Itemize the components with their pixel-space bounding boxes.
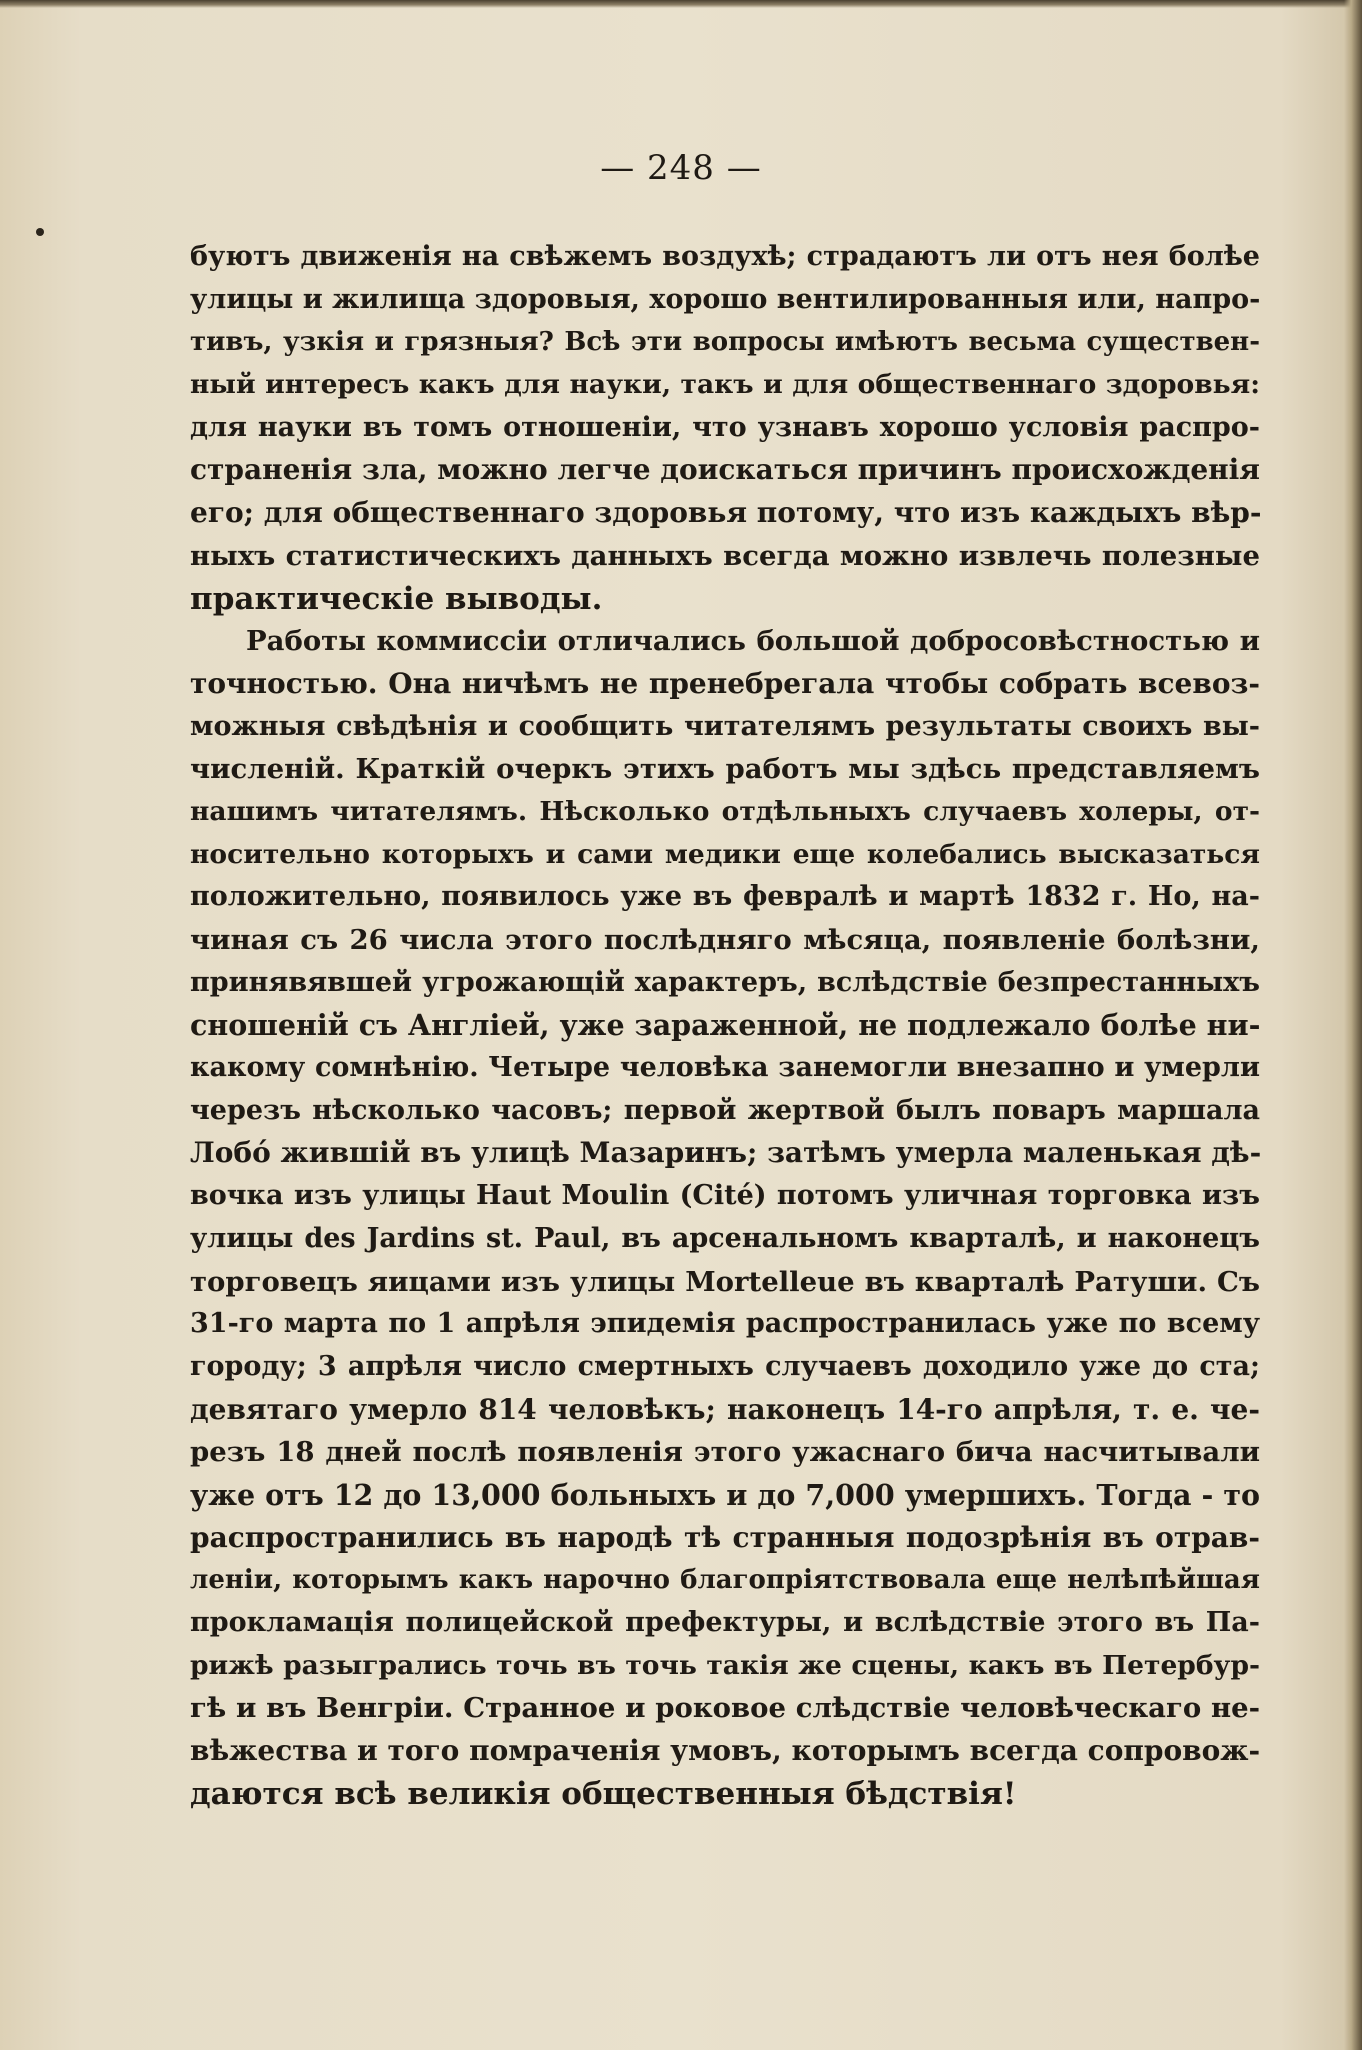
- text-line: какому сомнѣнію. Четыре человѣка занемогли внезапно и умерли: [190, 1052, 1260, 1084]
- text-line: Работы коммиссіи отличались большой добросовѣстностью и: [246, 625, 1260, 658]
- text-line: торговецъ яицами изъ улицы Mortelleue въ кварталѣ Ратуши. Съ: [190, 1265, 1260, 1298]
- text-line: чиная съ 26 числа этого послѣдняго мѣсяца, появленіе болѣзни,: [190, 924, 1260, 956]
- text-line: черезъ нѣсколько часовъ; первой жертвой былъ поваръ маршала: [190, 1094, 1260, 1126]
- body-text: [190, 236, 1260, 1815]
- text-line: городу; 3 апрѣля число смертныхъ случаевъ доходило уже до ста;: [190, 1350, 1260, 1382]
- text-line: вѣжества и того помраченія умовъ, которымъ всегда сопровож-: [190, 1734, 1261, 1768]
- text-line: тивъ, узкія и грязныя? Всѣ эти вопросы имѣютъ весьма существен-: [190, 327, 1260, 358]
- text-line: ный интересъ какъ для науки, такъ и для общественнаго здоровья:: [190, 369, 1260, 401]
- text-line: ныхъ статистическихъ данныхъ всегда можно извлечь полезные: [190, 539, 1260, 572]
- text-line: страненія зла, можно легче доискаться причинъ происхожденія: [190, 453, 1260, 487]
- text-line: гѣ и въ Венгріи. Странное и роковое слѣдствіе человѣческаго не-: [190, 1692, 1260, 1725]
- text-line: девятаго умерло 814 человѣкъ; наконецъ 14-го апрѣля, т. е. че-: [190, 1392, 1260, 1426]
- text-line: прокламація полицейской префектуры, и вслѣдствіе этого въ Па-: [190, 1607, 1260, 1638]
- text-line: носительно которыхъ и сами медики еще колебались высказаться: [190, 838, 1260, 870]
- page-binding-edge: [1344, 0, 1362, 2050]
- paragraph: [190, 236, 1260, 620]
- text-line: численій. Краткій очеркъ этихъ работъ мы здѣсь представляемъ: [190, 753, 1260, 786]
- text-line: точностью. Она ничѣмъ не пренебрегала чтобы собрать всевоз-: [190, 666, 1260, 700]
- text-line: 31-го марта по 1 апрѣля эпидемія распространилась уже по всему: [190, 1308, 1260, 1340]
- text-line: положительно, появилось уже въ февралѣ и мартѣ 1832 г. Но, на-: [190, 881, 1260, 913]
- text-line: улицы des Jardins st. Paul, въ арсенальномъ кварталѣ, и наконецъ: [190, 1222, 1260, 1254]
- text-line: леніи, которымъ какъ нарочно благопріятствовала еще нелѣпѣйшая: [190, 1565, 1260, 1596]
- text-line: нашимъ читателямъ. Нѣсколько отдѣльныхъ случаевъ холеры, от-: [190, 795, 1260, 827]
- text-line: резъ 18 дней послѣ появленія этого ужаснаго бича насчитывали: [190, 1436, 1260, 1469]
- text-line: практическіе выводы.: [190, 580, 603, 617]
- text-line: даются всѣ великія общественныя бѣдствія!: [190, 1775, 1017, 1812]
- page-number: — 248 —: [600, 148, 762, 188]
- text-line: буютъ движенія на свѣжемъ воздухѣ; страдаютъ ли отъ нея болѣе: [190, 241, 1260, 272]
- text-line: вочка изъ улицы Haut Moulin (Cité) потомъ уличная торговка изъ: [190, 1180, 1260, 1212]
- text-line: для науки въ томъ отношеніи, что узнавъ хорошо условія распро-: [190, 411, 1260, 443]
- text-line: уже отъ 12 до 13,000 больныхъ и до 7,000 умершихъ. Тогда - то: [190, 1477, 1260, 1512]
- text-line: его; для общественнаго здоровья потому, что изъ каждыхъ вѣр-: [190, 496, 1262, 530]
- page-top-edge: [0, 0, 1362, 8]
- text-line: сношеній съ Англіей, уже зараженной, не подлежало болѣе ни-: [190, 1008, 1261, 1043]
- text-line: Лобо́ жившій въ улицѣ Мазаринъ; затѣмъ умерла маленькая дѣ-: [190, 1136, 1262, 1170]
- text-line: принявявшей угрожающій характеръ, вслѣдствіе безпрестанныхъ: [190, 966, 1260, 998]
- text-line: рижѣ разыгрались точь въ точь такія же сцены, какъ въ Петербур-: [190, 1649, 1260, 1681]
- paragraph: [190, 620, 1260, 1815]
- text-line: распространились въ народѣ тѣ странныя подозрѣнія въ отрав-: [190, 1520, 1260, 1554]
- text-line: улицы и жилища здоровыя, хорошо вентилированныя или, напро-: [190, 283, 1261, 315]
- text-line: можныя свѣдѣнія и сообщить читателямъ результаты своихъ вы-: [190, 710, 1260, 742]
- ink-spot: [36, 228, 44, 236]
